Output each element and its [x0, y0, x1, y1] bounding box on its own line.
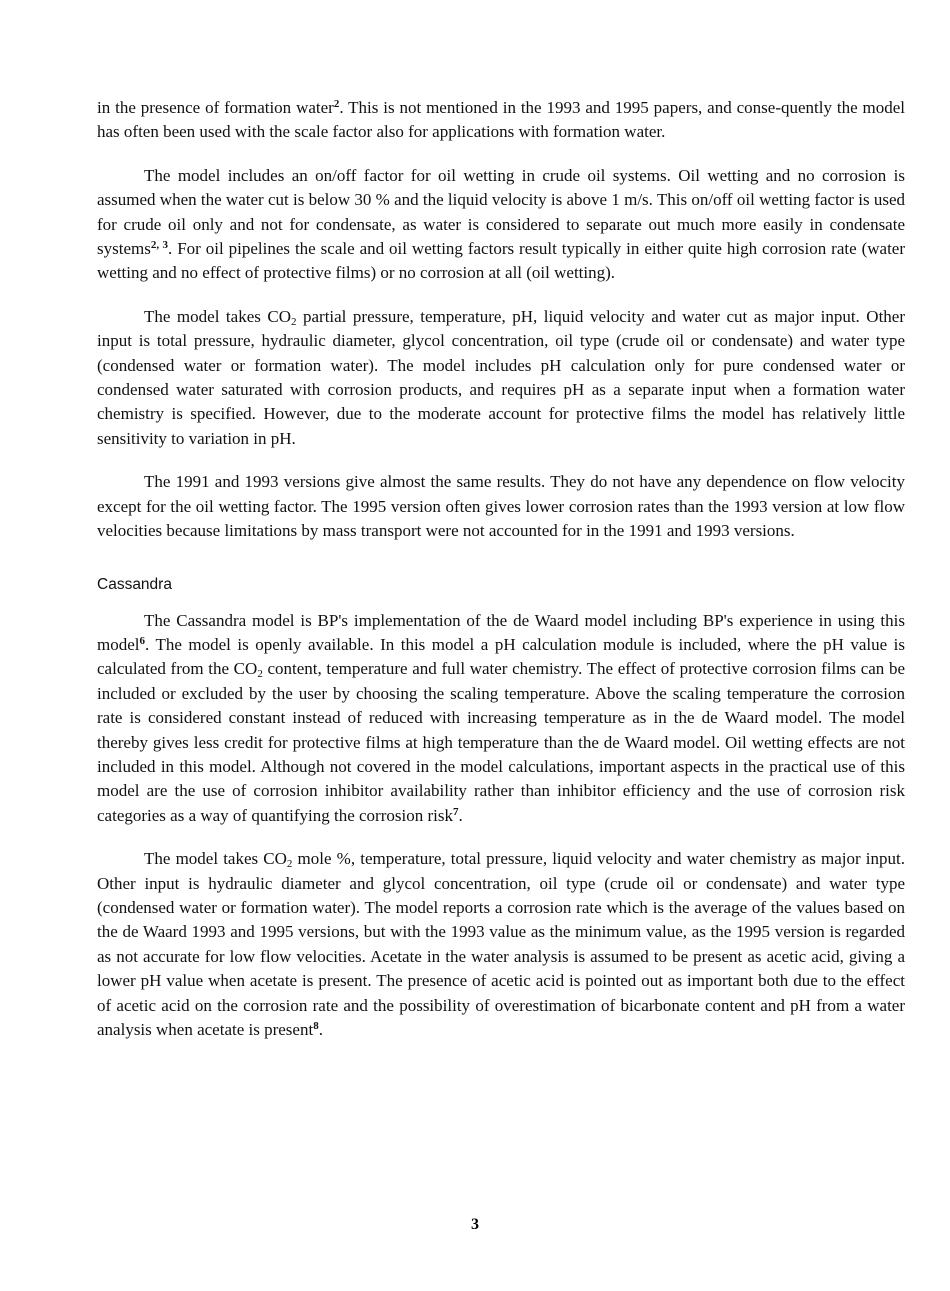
reference-6: 6 — [139, 634, 145, 647]
paragraph-6: The model takes $CO_2$ mole %, temperature, total pressure, liquid velocity and water chemistry as major input. Other input is hydraulic diameter and glycol concentration, oil type (crude oil or condensate) and water type (condensed water or formation water). The model reports a corrosion rate which is the average of the values based on the de Waard 1993 and 1995 versions, but with the 1993 value as the minimum value, as the 1995 version is regarded as not accurate for low flow velocities. Acetate in the water analysis is assumed to be present as acetic acid, giving a lower pH value when acetate is present. The presence of acetic acid is pointed out as important both due to the effect of acetic acid on the corrosion rate and the possibility of overestimation of bicarbonate content and pH from a water analysis when acetate is present$^8$. — [97, 849, 905, 1039]
paragraph-3: The model takes $CO_2$ partial pressure, temperature, pH, liquid velocity and water cut as major input. Other input is total pressure, hydraulic diameter, glycol concentration, oil type (crude oil or condensate) and water type (condensed water or formation water). The model includes pH calculation only for pure condensed water or condensed water saturated with corrosion products, and requires pH as a separate input when a formation water chemistry is specified. However, due to the moderate account for protective films the model has relatively little sensitivity to variation in pH. — [97, 306, 906, 448]
subscript-2: 2 — [286, 858, 293, 871]
subscript-2: 2 — [257, 668, 263, 681]
paragraph-1: in the presence of formation water$^2$. This is not mentioned in the 1993 and 1995 papers, and conse-quently the model has often been used with the scale factor also for applications with formation water. — [97, 98, 906, 142]
paragraph-2: The model includes an on/off factor for oil wetting in crude oil systems. Oil wetting and no corrosion is assumed when the water cut is below 30 % and the liquid velocity is above 1 m/s. This on/off oil wetting factor is used for crude oil only and not for condensate, as water is considered to separate out much more easily in condensate systems$^{2, 3}$. For oil pipelines the scale and oil wetting factors result typically in either quite high corrosion rate (water wetting and no effect of protective films) or no corrosion at all (oil wetting). — [97, 165, 905, 283]
reference-7: 7 — [452, 805, 459, 818]
page-number: 3 — [471, 1216, 479, 1233]
reference-2-3: 2, 3 — [150, 239, 169, 252]
section-heading-cassandra: Cassandra — [97, 575, 172, 593]
paragraph-5: The Cassandra model is BP's implementation of the de Waard model including BP's experience in using this model$^6$. The model is openly available. In this model a pH calculation module is included, where the pH value is calculated from the $CO_2$ content, temperature and full water chemistry. The effect of protective corrosion films can be included or excluded by the user by choosing the scaling temperature. Above the scaling temperature the corrosion rate is considered constant instead of reduced with increasing temperature as in the de Waard model. The model thereby gives less credit for protective films at high temperature than the de Waard model. Oil wetting effects are not included in this model. Although not covered in the model calculations, important aspects in the practical use of this model are the use of corrosion inhibitor availability rather than inhibitor efficiency and the use of corrosion risk categories as a way of quantifying the corrosion risk$^7$. — [97, 610, 906, 825]
reference-8: 8 — [313, 1020, 319, 1032]
reference-2: 2 — [333, 98, 340, 110]
subscript-2: 2 — [290, 315, 297, 328]
paragraph-4: The 1991 and 1993 versions give almost the same results. They do not have any dependence on flow velocity except for the oil wetting factor. The 1995 version often gives lower corrosion rates than the 1993 version at low flow velocities because limitations by mass transport were not accounted for in the 1991 and 1993 versions. — [97, 472, 905, 541]
page-body — [97, 96, 905, 1042]
